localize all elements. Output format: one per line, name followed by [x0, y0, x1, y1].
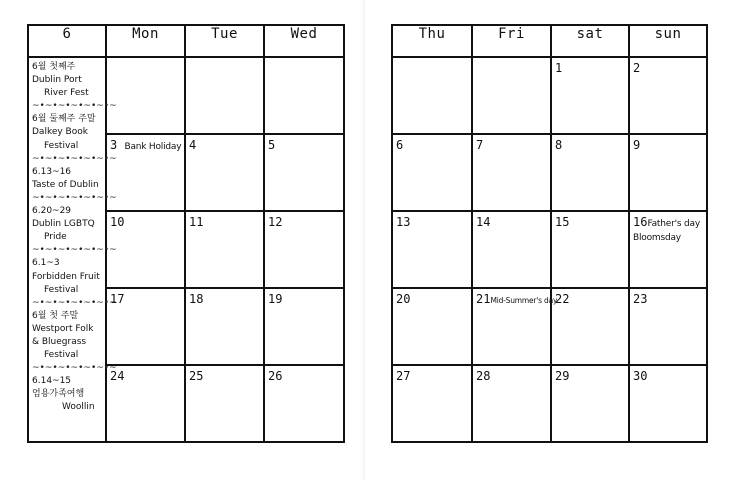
day-cell[interactable]: [551, 288, 629, 365]
day-cell[interactable]: [472, 365, 551, 442]
day-cell[interactable]: [106, 211, 185, 288]
event-line: Pride: [44, 232, 67, 243]
day-number: 11: [189, 215, 204, 229]
event-separator: ~•~•~•~•~•~•~: [32, 153, 117, 164]
day-cell-fri-21[interactable]: [472, 288, 558, 365]
month-number-header: 6: [28, 25, 106, 57]
event-line: 6월 첫째주: [32, 62, 76, 72]
event-separator: ~•~•~•~•~•~•~: [32, 363, 117, 374]
event-line: 6.20~29: [32, 206, 72, 217]
day-cell[interactable]: [392, 134, 472, 211]
event-separator: ~•~•~•~•~•~•~: [32, 192, 117, 203]
header-mon: Mon: [106, 25, 185, 57]
day-number: 19: [268, 292, 283, 306]
day-number: 5: [268, 138, 276, 152]
day-cell[interactable]: [392, 211, 472, 288]
day-number-with-note: [633, 215, 700, 243]
day-number: 23: [633, 292, 648, 306]
day-number: 3: [110, 138, 118, 152]
event-line: Forbidden Fruit: [32, 271, 100, 282]
day-number: 24: [110, 369, 125, 383]
day-cell[interactable]: [185, 365, 264, 442]
day-number-with-note: [110, 138, 181, 152]
event-list: [32, 61, 117, 415]
day-number: 2: [633, 61, 641, 75]
event-separator: ~•~•~•~•~•~•~: [32, 101, 117, 112]
event-line: Dublin Port: [32, 75, 82, 86]
day-cell[interactable]: [551, 365, 629, 442]
midsummer-note: Mid-Summer's day: [490, 296, 558, 305]
event-line: Festival: [44, 140, 79, 151]
day-number: 30: [633, 369, 648, 383]
day-cell[interactable]: [185, 134, 264, 211]
day-number: 9: [633, 138, 641, 152]
day-number: 20: [396, 292, 411, 306]
day-cell[interactable]: [264, 57, 344, 134]
day-number: 26: [268, 369, 283, 383]
day-cell[interactable]: [551, 57, 629, 134]
day-number: 27: [396, 369, 411, 383]
day-number: 8: [555, 138, 563, 152]
event-line: Dalkey Book: [32, 127, 88, 138]
day-cell[interactable]: [472, 211, 551, 288]
day-cell[interactable]: [629, 288, 707, 365]
fathers-day-note: Father's day: [647, 219, 700, 229]
day-cell[interactable]: [551, 134, 629, 211]
event-line: Dublin LGBTQ: [32, 219, 95, 230]
event-separator: ~•~•~•~•~•~•~: [32, 297, 117, 308]
right-page: [365, 0, 730, 480]
event-line: 6.13~16: [32, 166, 72, 177]
day-cell-mon-3[interactable]: [106, 134, 185, 211]
event-line: Taste of Dublin: [32, 179, 99, 190]
day-number-with-note: [476, 292, 557, 306]
event-line: Festival: [44, 284, 79, 295]
day-cell[interactable]: [106, 288, 185, 365]
day-number: 15: [555, 215, 570, 229]
day-cell[interactable]: [185, 288, 264, 365]
event-line: River Fest: [44, 88, 89, 99]
day-cell[interactable]: [392, 288, 472, 365]
day-cell[interactable]: [472, 57, 551, 134]
day-number: 25: [189, 369, 204, 383]
event-separator: ~•~•~•~•~•~•~: [32, 245, 117, 256]
event-line: 6월 첫 주말: [32, 310, 79, 321]
day-cell[interactable]: [472, 134, 551, 211]
day-cell-sun-16[interactable]: [629, 211, 707, 288]
event-line: Woollin: [62, 402, 95, 413]
day-number: 22: [555, 292, 570, 306]
day-cell[interactable]: [106, 57, 185, 134]
header-fri: Fri: [472, 25, 551, 57]
left-calendar-grid: [27, 24, 345, 443]
day-cell[interactable]: [264, 134, 344, 211]
day-cell[interactable]: [392, 365, 472, 442]
day-number: 4: [189, 138, 197, 152]
header-tue: Tue: [185, 25, 264, 57]
day-cell[interactable]: [392, 57, 472, 134]
day-number: 17: [110, 292, 125, 306]
day-cell[interactable]: [264, 288, 344, 365]
day-cell[interactable]: [264, 211, 344, 288]
day-cell[interactable]: [185, 211, 264, 288]
day-number: 1: [555, 61, 563, 75]
header-sun: sun: [629, 25, 707, 57]
events-column: [28, 57, 117, 442]
day-number: 18: [189, 292, 204, 306]
day-cell[interactable]: [551, 211, 629, 288]
day-number: 7: [476, 138, 484, 152]
header-wed: Wed: [264, 25, 344, 57]
day-number: 14: [476, 215, 491, 229]
day-number: 16: [633, 215, 648, 229]
day-cell[interactable]: [106, 365, 185, 442]
event-line: 6.1~3: [32, 258, 60, 269]
event-line: 엄용가족여행: [32, 389, 85, 400]
day-number: 21: [476, 292, 491, 306]
day-number: 28: [476, 369, 491, 383]
day-cell[interactable]: [264, 365, 344, 442]
event-line: Westport Folk: [32, 323, 94, 334]
day-cell[interactable]: [629, 134, 707, 211]
day-number: 13: [396, 215, 411, 229]
event-line: Festival: [44, 350, 79, 361]
day-number: 12: [268, 215, 283, 229]
bank-holiday-note: Bank Holiday: [124, 142, 182, 152]
header-thu: Thu: [392, 25, 472, 57]
day-number: 29: [555, 369, 570, 383]
day-cell[interactable]: [629, 57, 707, 134]
right-calendar-grid: [391, 24, 708, 443]
day-number: 10: [110, 215, 125, 229]
event-line: & Bluegrass: [32, 336, 87, 347]
day-number: 6: [396, 138, 404, 152]
event-line: 6.14~15: [32, 376, 72, 387]
day-cell[interactable]: [629, 365, 707, 442]
bloomsday-note: Bloomsday: [633, 233, 681, 243]
day-cell[interactable]: [185, 57, 264, 134]
header-sat: sat: [551, 25, 629, 57]
event-line: 6월 둘째주 주말: [32, 114, 96, 125]
